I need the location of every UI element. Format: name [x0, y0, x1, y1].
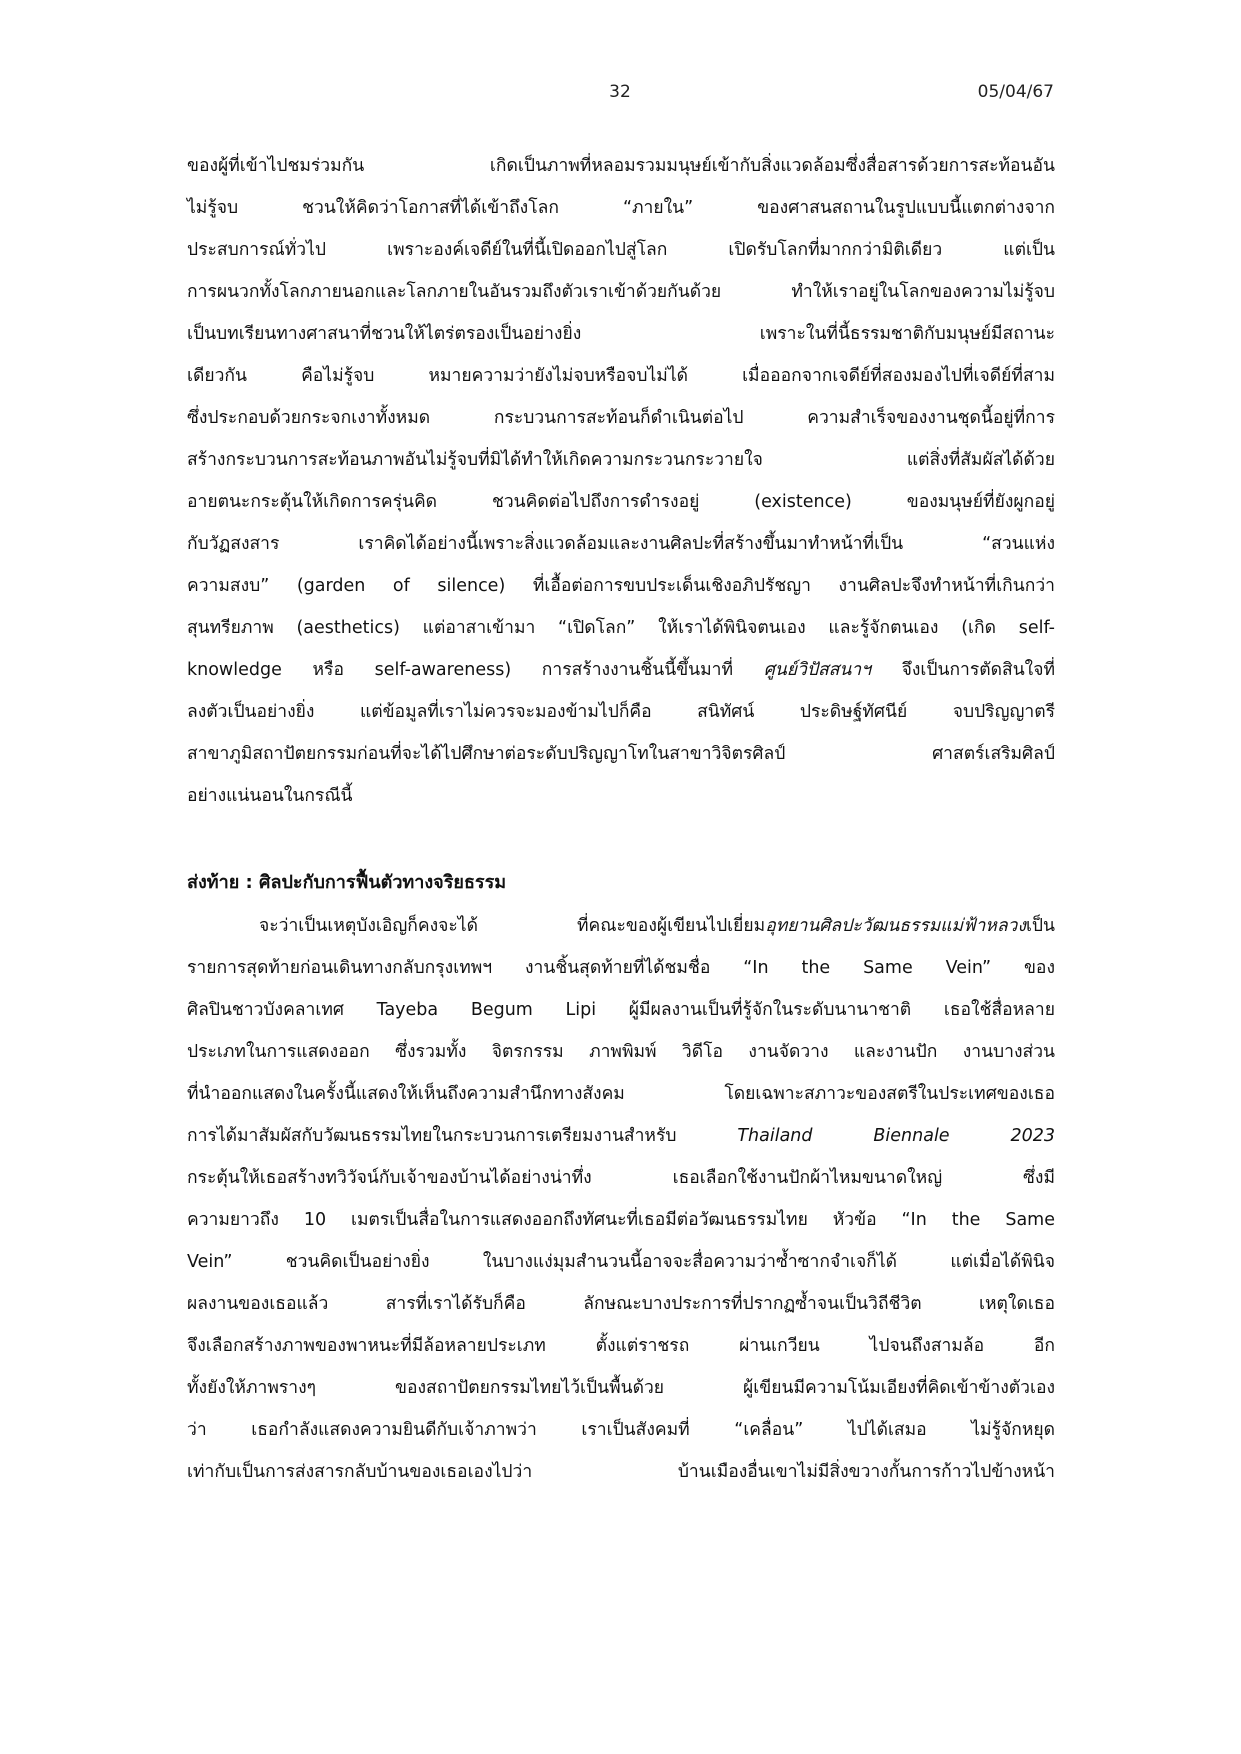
text-line: ซึ่งประกอบด้วยกระจกเงาทั้งหมด กระบวนการสะท้อนก็ดำเนินต่อไป ความสำเร็จของงานชุดนี้อยู่ที่การ — [187, 408, 1055, 428]
text-line — [187, 649, 1055, 691]
text-line: อายตนะกระตุ้นให้เกิดการครุ่นคิด ชวนคิดต่อไปถึงการดำรงอยู่ (existence) ของมนุษย์ที่ยังผูกอยู่ — [187, 492, 1055, 512]
text-line: เดียวกัน คือไม่รู้จบ หมายความว่ายังไม่จบหรือจบไม่ได้ เมื่อออกจากเจดีย์ที่สองมองไปที่เจดีย์ที่สาม — [187, 366, 1055, 386]
text-segment: จะว่าเป็นเหตุบังเอิญก็คงจะได้ ที่คณะของผู้เขียนไปเยี่ยม — [259, 916, 766, 936]
document-body — [187, 145, 1055, 1493]
text-line: ศิลปินชาวบังคลาเทศ Tayeba Begum Lipi ผู้มีผลงานเป็นที่รู้จักในระดับนานาชาติ เธอใช้สื่อหลาย — [187, 1000, 1055, 1020]
text-line: รายการสุดท้ายก่อนเดินทางกลับกรุงเทพฯ งานชิ้นสุดท้ายที่ได้ชมชื่อ “In the Same Vein” ของ — [187, 958, 1055, 978]
italic-place-name: อุทยานศิลปะวัฒนธรรมแม่ฟ้าหลวง — [765, 916, 1026, 936]
text-line: การผนวกทั้งโลกภายนอกและโลกภายในอันรวมถึงตัวเราเข้าด้วยกันด้วย ทำให้เราอยู่ในโลกของความไม่รู้จบ — [187, 282, 1055, 302]
text-segment: การได้มาสัมผัสกับวัฒนธรรมไทยในกระบวนการเตรียมงานสำหรับ — [187, 1126, 738, 1146]
text-line: เท่ากับเป็นการส่งสารกลับบ้านของเธอเองไปว่า บ้านเมืองอื่นเขาไม่มีสิ่งขวางกั้นการก้าวไปข้างหน้า — [187, 1462, 1055, 1482]
text-line: ผลงานของเธอแล้ว สารที่เราได้รับก็คือ ลักษณะบางประการที่ปรากฏซ้ำจนเป็นวิถีชีวิต เหตุใดเธอ — [187, 1294, 1055, 1314]
text-line: ความยาวถึง 10 เมตรเป็นสื่อในการแสดงออกถึงทัศนะที่เธอมีต่อวัฒนธรรมไทย หัวข้อ “In the Same — [187, 1210, 1055, 1230]
text-line: กับวัฏสงสาร เราคิดได้อย่างนี้เพราะสิ่งแวดล้อมและงานศิลปะที่สร้างขึ้นมาทำหน้าที่เป็น “สวนแห่ง — [187, 534, 1055, 554]
section-heading: ส่งท้าย : ศิลปะกับการฟื้นตัวทางจริยธรรม — [187, 872, 507, 893]
paragraph-2 — [187, 905, 1055, 1493]
text-line — [187, 1115, 1055, 1157]
text-line: ความสงบ” (garden of silence) ที่เอื้อต่อการขบประเด็นเชิงอภิปรัชญา งานศิลปะจึงทำหน้าที่เกินกว่า — [187, 576, 1055, 596]
italic-place-name: ศูนย์วิปัสสนาฯ — [763, 660, 871, 680]
text-line: ประเภทในการแสดงออก ซึ่งรวมทั้ง จิตรกรรม ภาพพิมพ์ วิดีโอ งานจัดวาง และงานปัก งานบางส่วน — [187, 1042, 1055, 1062]
text-line: จึงเลือกสร้างภาพของพาหนะที่มีล้อหลายประเภท ตั้งแต่ราชรถ ผ่านเกวียน ไปจนถึงสามล้อ อีก — [187, 1336, 1055, 1356]
page-date: 05/04/67 — [977, 82, 1054, 102]
text-line: ว่า เธอกำลังแสดงความยินดีกับเจ้าภาพว่า เราเป็นสังคมที่ “เคลื่อน” ไปได้เสมอ ไม่รู้จักหยุด — [187, 1420, 1055, 1440]
text-segment: จึงเป็นการตัดสินใจที่ — [870, 660, 1055, 680]
text-line: กระตุ้นให้เธอสร้างทวิวัจน์กับเจ้าของบ้านได้อย่างน่าทึ่ง เธอเลือกใช้งานปักผ้าไหมขนาดใหญ่ ซึ่งมี — [187, 1168, 1055, 1188]
text-segment: เป็น — [1025, 916, 1055, 936]
paragraph-1 — [187, 145, 1055, 817]
text-line: ทั้งยังให้ภาพรางๆ ของสถาปัตยกรรมไทยไว้เป็นพื้นด้วย ผู้เขียนมีความโน้มเอียงที่คิดเข้าข้างตัวเอง — [187, 1378, 1055, 1398]
text-segment: knowledge หรือ self-awareness) การสร้างงานชิ้นนี้ขึ้นมาที่ — [187, 660, 764, 680]
text-line: ลงตัวเป็นอย่างยิ่ง แต่ข้อมูลที่เราไม่ควรจะมองข้ามไปก็คือ สนิทัศน์ ประดิษฐ์ทัศนีย์ จบปริญญาตรี — [187, 702, 1055, 722]
text-line: สาขาภูมิสถาปัตยกรรมก่อนที่จะได้ไปศึกษาต่อระดับปริญญาโทในสาขาวิจิตรศิลป์ ศาสตร์เสริมศิลป์ — [187, 744, 1055, 764]
text-line: ไม่รู้จบ ชวนให้คิดว่าโอกาสที่ได้เข้าถึงโลก “ภายใน” ของศาสนสถานในรูปแบบนี้แตกต่างจาก — [187, 198, 1055, 218]
text-line: Vein” ชวนคิดเป็นอย่างยิ่ง ในบางแง่มุมสำนวนนี้อาจจะสื่อความว่าซ้ำซากจำเจก็ได้ แต่เมื่อได้พินิจ — [187, 1252, 1055, 1272]
text-line: ที่นำออกแสดงในครั้งนี้แสดงให้เห็นถึงความสำนึกทางสังคม โดยเฉพาะสภาวะของสตรีในประเทศของเธอ — [187, 1084, 1055, 1104]
text-line: ของผู้ที่เข้าไปชมร่วมกัน เกิดเป็นภาพที่หลอมรวมมนุษย์เข้ากับสิ่งแวดล้อมซึ่งสื่อสารด้วยการสะท้อนอัน — [187, 156, 1055, 176]
text-line: อย่างแน่นอนในกรณีนี้ — [187, 786, 353, 806]
text-line: เป็นบทเรียนทางศาสนาที่ชวนให้ไตร่ตรองเป็นอย่างยิ่ง เพราะในที่นี้ธรรมชาติกับมนุษย์มีสถานะ — [187, 324, 1055, 344]
text-line: สร้างกระบวนการสะท้อนภาพอันไม่รู้จบที่มิได้ทำให้เกิดความกระวนกระวายใจ แต่สิ่งที่สัมผัสได้ด้วย — [187, 450, 1055, 470]
text-line: สุนทรียภาพ (aesthetics) แต่อาสาเข้ามา “เปิดโลก” ให้เราได้พินิจตนเอง และรู้จักตนเอง (เกิด self- — [187, 618, 1055, 638]
text-line: ประสบการณ์ทั่วไป เพราะองค์เจดีย์ในที่นี้เปิดออกไปสู่โลก เปิดรับโลกที่มากกว่ามิติเดียว แต่เป็น — [187, 240, 1055, 260]
page-number: 32 — [609, 82, 631, 102]
text-line — [187, 905, 1055, 947]
italic-event-name: Thailand Biennale 2023 — [737, 1126, 1055, 1146]
